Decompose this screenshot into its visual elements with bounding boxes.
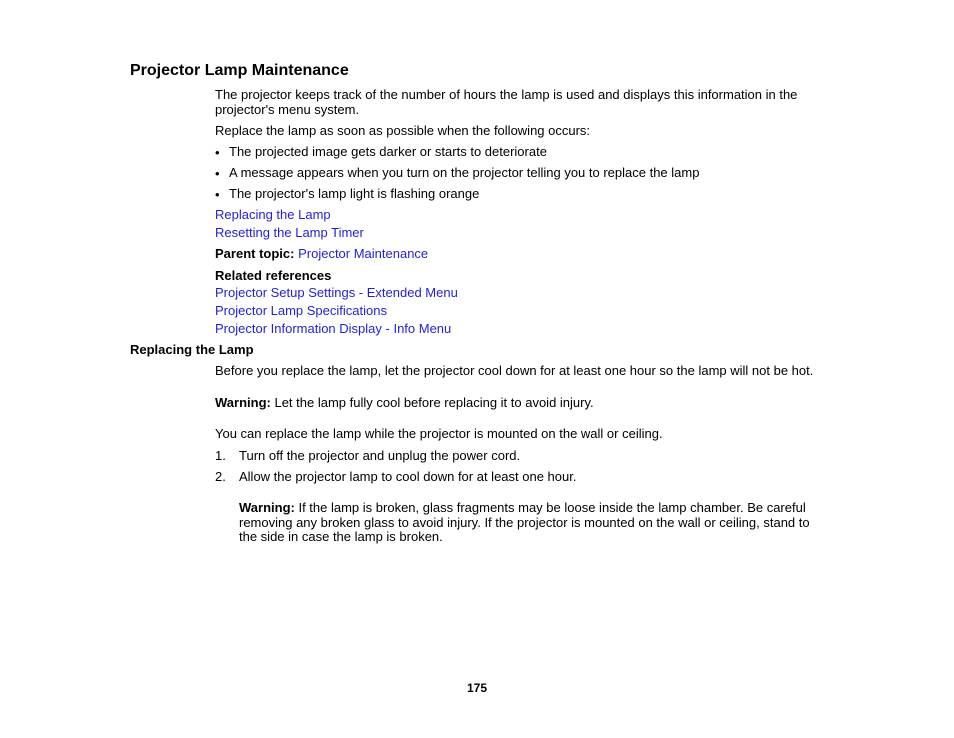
link-info-display-info-menu[interactable]: Projector Information Display - Info Menu [215,321,452,336]
related-references-heading: Related references [215,268,332,283]
replace-when-text: Replace the lamp as soon as possible when the following occurs: [215,123,591,138]
warning-label: Warning: [215,395,271,410]
page-number: 175 [466,681,488,695]
warning-text: Let the lamp fully cool before replacing it to avoid injury. [274,395,594,410]
link-setup-settings-extended-menu[interactable]: Projector Setup Settings - Extended Menu [215,285,458,300]
bullet-item: The projector's lamp light is flashing orange [229,186,480,201]
step-number: 2. [215,469,226,484]
warning-label: Warning: [239,500,295,515]
step-text: Turn off the projector and unplug the power cord. [239,448,521,463]
bullet-marker: • [215,166,220,181]
step-text: Allow the projector lamp to cool down for at least one hour. [239,469,577,484]
page-title: Projector Lamp Maintenance [130,62,349,79]
link-lamp-specifications[interactable]: Projector Lamp Specifications [215,303,387,318]
step-number: 1. [215,448,226,463]
warning-note [215,396,594,411]
section-paragraph: Before you replace the lamp, let the projector cool down for at least one hour so the lamp will not be hot. [215,363,814,378]
bullet-item: The projected image gets darker or starts to deteriorate [229,144,547,159]
intro-paragraph: The projector keeps track of the number of hours the lamp is used and displays this information in the projector's menu system. [215,87,798,117]
link-projector-maintenance[interactable]: Projector Maintenance [298,246,429,261]
link-replacing-the-lamp[interactable]: Replacing the Lamp [215,207,331,222]
link-resetting-lamp-timer[interactable]: Resetting the Lamp Timer [215,225,364,240]
section-paragraph: You can replace the lamp while the projector is mounted on the wall or ceiling. [215,426,663,441]
warning-text: If the lamp is broken, glass fragments may be loose inside the lamp chamber. Be careful removing any broken glass to avoid injury. If the projector is mounted on the wall or ceiling, stand to the side in case the lamp is broken. [239,500,810,544]
parent-topic-line [215,247,428,262]
parent-topic-label: Parent topic: [215,246,295,261]
bullet-item: A message appears when you turn on the projector telling you to replace the lamp [229,165,700,180]
bullet-marker: • [215,187,220,202]
bullet-marker: • [215,145,220,160]
section-title-replacing-lamp: Replacing the Lamp [130,342,254,357]
warning-note [239,501,824,545]
